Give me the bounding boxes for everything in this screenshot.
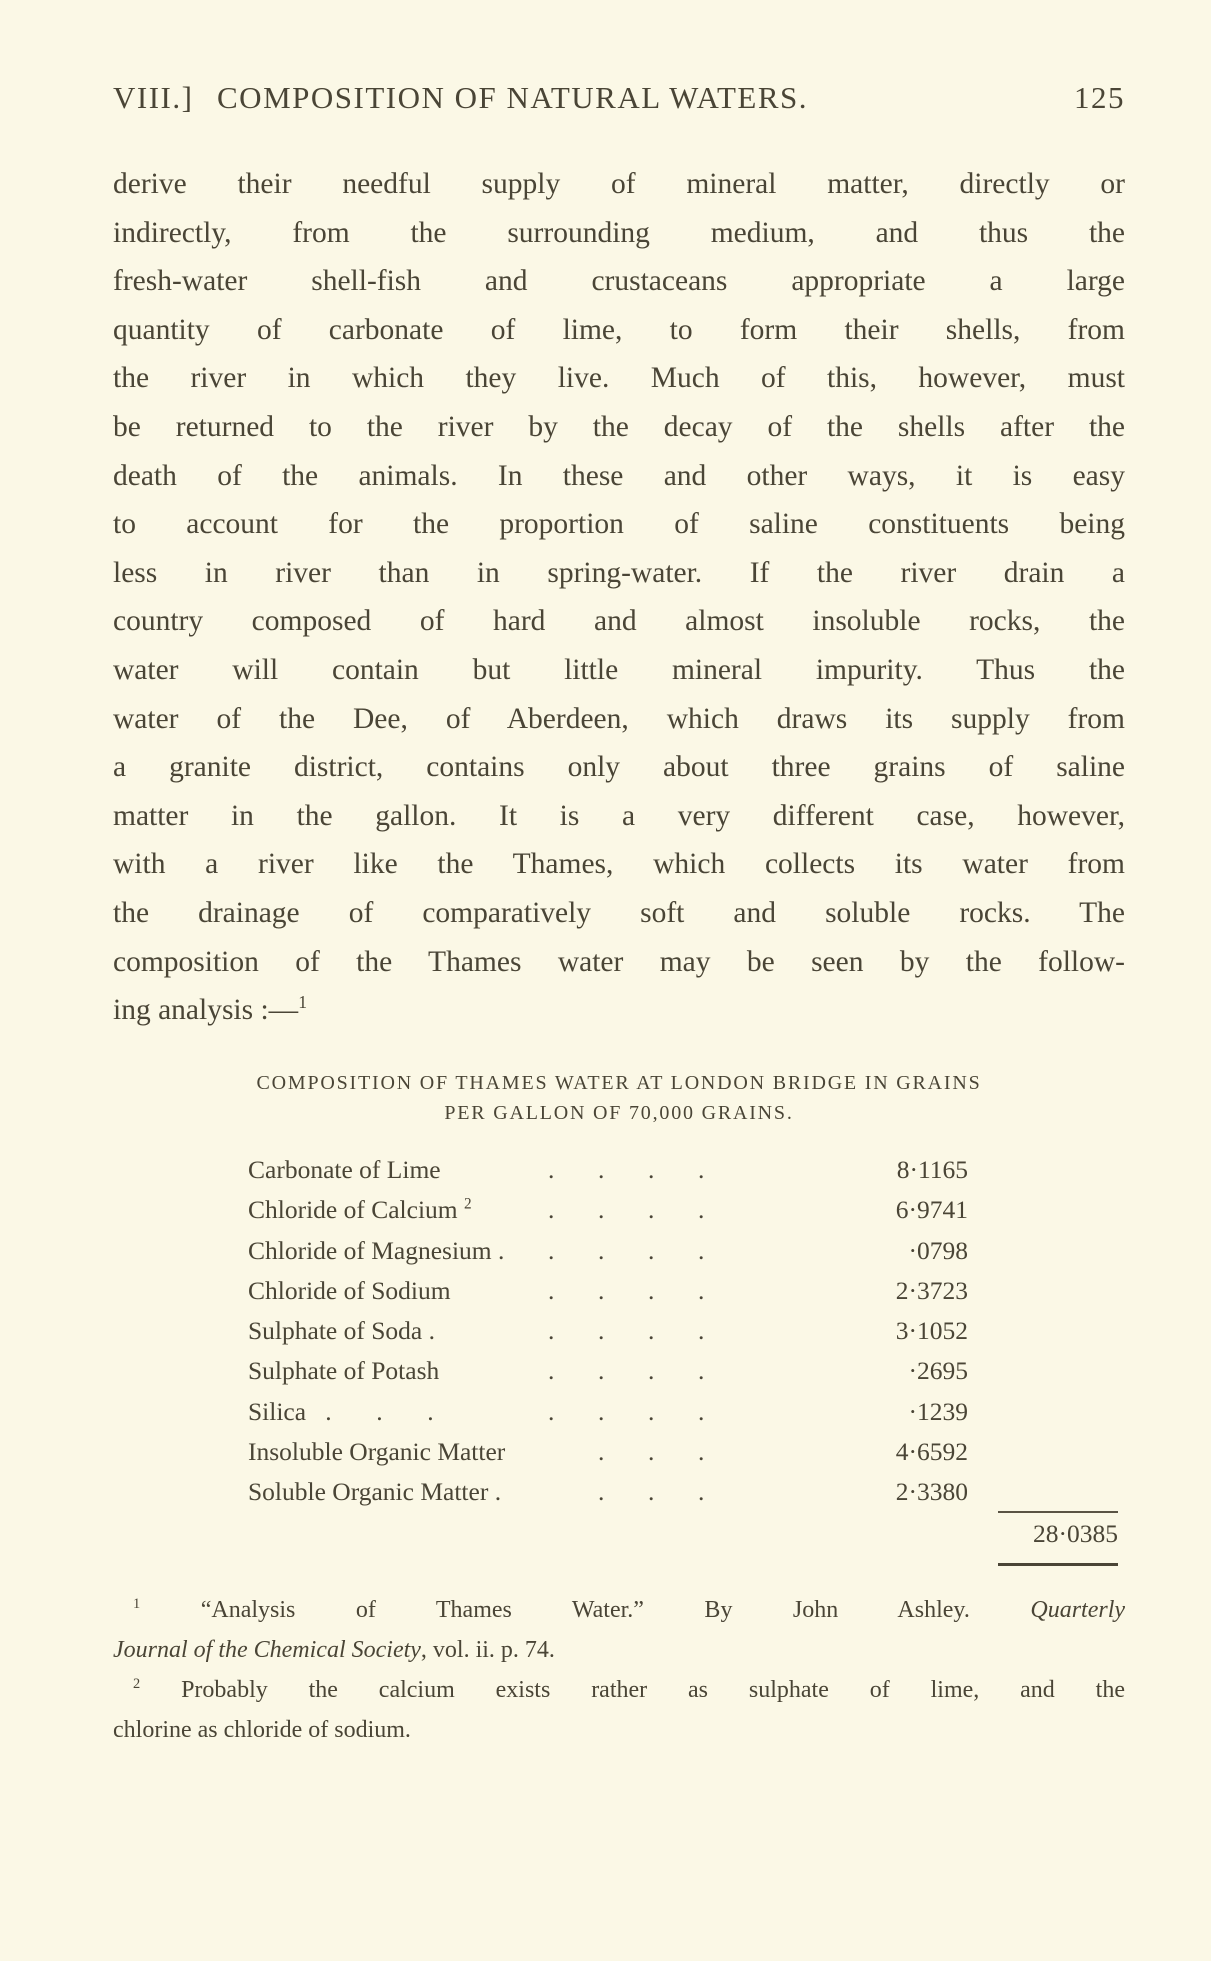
text-line-content: ing analysis :— <box>113 994 299 1027</box>
table-row <box>248 1150 968 1190</box>
text-line-last <box>113 986 1125 1035</box>
row-value: 4·6592 <box>895 1437 968 1467</box>
footnote-text: , vol. ii. p. 74. <box>420 1637 555 1663</box>
footnote-2-continued: chlorine as chloride of sodium. <box>113 1717 411 1743</box>
text-line: with a river like the Thames, which collects its water from <box>113 848 1125 881</box>
footnote-marker: 1 <box>133 1596 141 1612</box>
table-caption-line: PER GALLON OF 70,000 GRAINS. <box>444 1102 794 1124</box>
row-label: Silica . . . <box>248 1396 434 1426</box>
table-row <box>248 1311 968 1351</box>
footnote-1 <box>113 1590 1125 1630</box>
row-label-text: Chloride of Magnesium <box>248 1235 492 1265</box>
table-row <box>248 1231 968 1271</box>
row-label: Soluble Organic Matter . <box>248 1477 502 1507</box>
page-number: 125 <box>1074 80 1125 115</box>
row-value: ·1239 <box>908 1396 968 1426</box>
composition-table <box>248 1150 968 1513</box>
row-label-text: Soluble Organic Matter <box>248 1477 489 1507</box>
leader-dots: . . . . <box>548 1195 705 1225</box>
row-label <box>248 1432 505 1472</box>
row-label-text: Sulphate of Potash <box>248 1356 440 1386</box>
text-line: matter in the gallon. It is a very different case, however, <box>113 799 1125 832</box>
row-label-text: Insoluble Organic Matter <box>248 1437 506 1467</box>
text-line: composition of the Thames water may be seen by the follow- <box>113 945 1125 978</box>
chapter-title: COMPOSITION OF NATURAL WATERS. <box>217 80 808 115</box>
leader-dots: . . . <box>598 1477 705 1507</box>
table-total: 28·0385 <box>1033 1519 1118 1548</box>
sum-rule <box>998 1511 1118 1513</box>
leader-dots: . . . . <box>548 1356 705 1386</box>
text-line: be returned to the river by the decay of the shells after the <box>113 410 1125 443</box>
table-row <box>248 1351 968 1391</box>
text-line: country composed of hard and almost insoluble rocks, the <box>113 605 1125 638</box>
footnotes <box>113 1590 1125 1750</box>
footnote-text: “Analysis of Thames Water.” By John Ashley. <box>200 1597 970 1623</box>
text-line: the drainage of comparatively soft and soluble rocks. The <box>113 896 1125 929</box>
text-line: the river in which they live. Much of this, however, must <box>113 362 1125 395</box>
text-line: less in river than in spring-water. If the river drain a <box>113 556 1125 589</box>
row-value: 3·1052 <box>895 1316 968 1346</box>
row-label-text: Chloride of Sodium <box>248 1275 451 1305</box>
row-label-text: Silica <box>248 1396 307 1426</box>
text-line: a granite district, contains only about three grains of saline <box>113 751 1125 784</box>
leader-dots: . . . . <box>548 1275 705 1305</box>
table-row <box>248 1271 968 1311</box>
chapter-number: VIII.] <box>113 80 194 115</box>
footnote-ref-2[interactable]: 2 <box>464 1195 472 1213</box>
total-double-rule <box>998 1563 1118 1566</box>
row-value: ·2695 <box>908 1356 968 1386</box>
text-line: derive their needful supply of mineral matter, directly or <box>113 168 1125 200</box>
text-line: water will contain but little mineral impurity. Thus the <box>113 653 1125 686</box>
footnote-ref-1[interactable]: 1 <box>298 992 308 1013</box>
row-value: ·0798 <box>908 1235 968 1265</box>
body-paragraph <box>113 160 1125 1035</box>
row-label <box>248 1271 451 1311</box>
row-value: 6·9741 <box>895 1195 968 1225</box>
footnote-marker: 2 <box>133 1676 141 1692</box>
row-value: 2·3380 <box>895 1477 968 1507</box>
row-label <box>248 1190 472 1230</box>
row-label <box>248 1351 439 1391</box>
text-line: water of the Dee, of Aberdeen, which draws its supply from <box>113 702 1125 735</box>
leader-dots: . . . . <box>548 1316 705 1346</box>
row-label: Chloride of Magnesium . <box>248 1235 505 1265</box>
row-label-text: Sulphate of Soda <box>248 1316 423 1346</box>
running-head <box>113 80 1125 120</box>
journal-title: Journal of the Chemical Society <box>113 1637 421 1663</box>
table-row <box>248 1472 968 1512</box>
table-row <box>248 1392 968 1432</box>
journal-title: Quarterly <box>1030 1597 1126 1623</box>
footnote-2 <box>113 1670 1125 1710</box>
table-row <box>248 1432 968 1472</box>
leader-dots: . . . . <box>548 1396 705 1426</box>
text-line: death of the animals. In these and other ways, it is easy <box>113 459 1125 492</box>
leader-dots: . . . . <box>548 1155 705 1184</box>
row-value: 8·1165 <box>896 1155 968 1184</box>
footnote-text: Probably the calcium exists rather as sulphate of lime, and the <box>181 1677 1125 1703</box>
table-caption <box>113 1068 1125 1128</box>
row-value: 2·3723 <box>895 1275 968 1305</box>
leader-dots: . . . <box>598 1437 705 1467</box>
text-line: to account for the proportion of saline constituents being <box>113 508 1125 541</box>
text-line: fresh-water shell-fish and crustaceans appropriate a large <box>113 265 1125 298</box>
table-caption-line: COMPOSITION OF THAMES WATER AT LONDON BRIDGE IN GRAINS <box>256 1072 982 1094</box>
text-line: quantity of carbonate of lime, to form their shells, from <box>113 313 1125 346</box>
table-row <box>248 1190 968 1230</box>
text-line: indirectly, from the surrounding medium, and thus the <box>113 216 1125 249</box>
row-label-text: Carbonate of Lime <box>248 1155 441 1184</box>
row-label <box>248 1150 441 1190</box>
row-label-text: Chloride of Calcium <box>248 1195 458 1225</box>
row-label: Sulphate of Soda . <box>248 1316 435 1346</box>
leader-dots: . . . . <box>548 1235 705 1265</box>
footnote-1-continued <box>113 1630 1125 1670</box>
